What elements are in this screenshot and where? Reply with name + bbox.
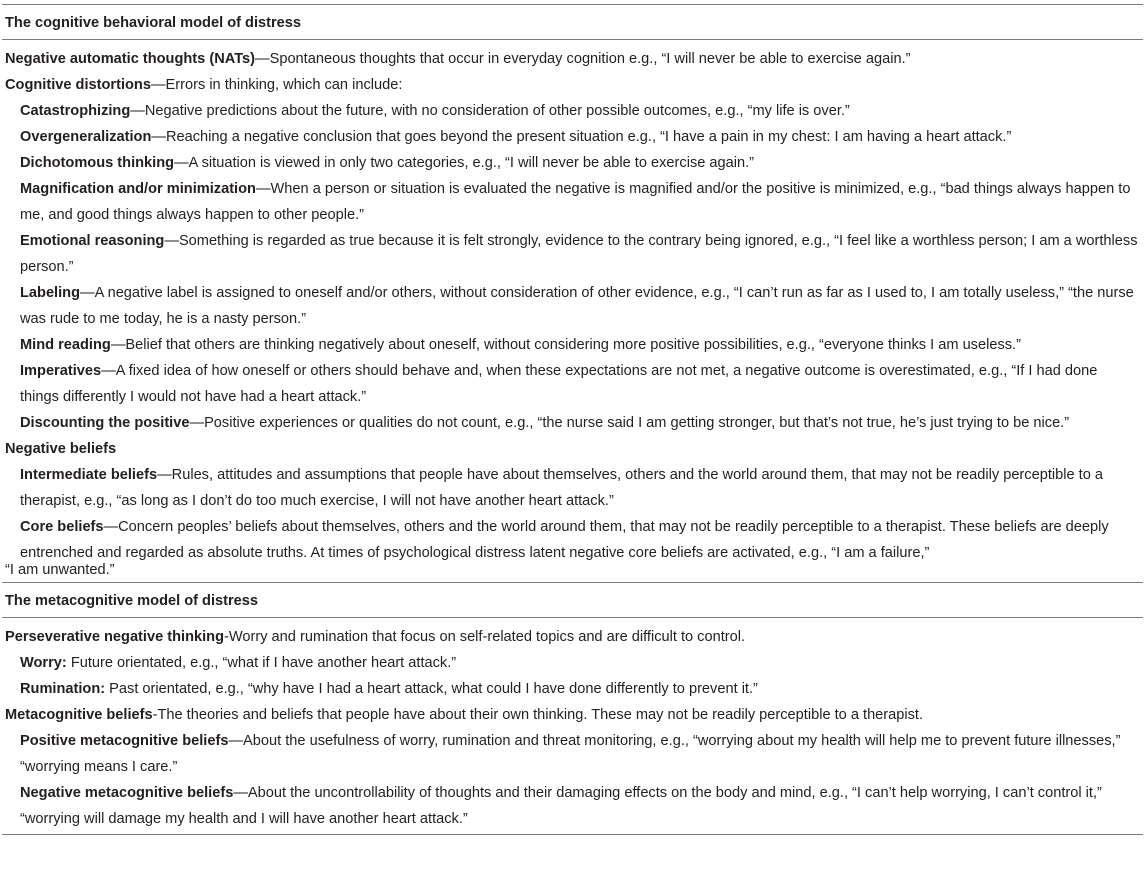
row-term: Discounting the positive — [20, 415, 190, 431]
row-description: —Negative predictions about the future, with no consideration of other possible outcomes, e.g., “my life is over.” — [130, 103, 850, 119]
row-description: —A fixed idea of how oneself or others should behave and, when these expectations are not met, a negative outcome is overestimated, e.g., “If I had done things differently I would not have had a heart attack.” — [20, 363, 1098, 405]
row-description: —Belief that others are thinking negatively about oneself, without considering more positive possibilities, e.g., “everyone thinks I am useless.” — [110, 337, 1021, 353]
row-description: -The theories and beliefs that people have about their own thinking. These may not be readily perceptible to a therapist. — [152, 707, 924, 723]
row-description: —When a person or situation is evaluated the negative is magnified and/or the positive is minimized, e.g., “bad things always happen to me, and good things always happen to other people.” — [20, 181, 1131, 223]
section-body-metacognitive — [2, 618, 1143, 834]
row-description: —Errors in thinking, which can include: — [150, 77, 403, 93]
row-term: Negative metacognitive beliefs — [20, 785, 234, 801]
row-description: —Concern peoples’ beliefs about themselves, others and the world around them, that may not be readily perceptible to a therapist. These beliefs are deeply entrenched and regarded as absolute truths. At times of psychological distress latent negative core beliefs are activated, e.g., “I am a failure,” — [20, 519, 1109, 561]
row-term: Metacognitive beliefs — [5, 707, 153, 723]
row-term: Negative automatic thoughts (NATs) — [5, 51, 255, 67]
row-description: —Positive experiences or qualities do not count, e.g., “the nurse said I am getting stronger, but that’s not true, he’s just trying to be nice.” — [189, 415, 1070, 431]
row-term: Imperatives — [20, 363, 102, 379]
row-description: —A negative label is assigned to oneself and/or others, without consideration of other evidence, e.g., “I can’t run as far as I used to, I am totally useless,” “the nurse was rude to me today, he is a nasty person.” — [20, 285, 1134, 327]
row-description: Past orientated, e.g., “why have I had a heart attack, what could I have done differently to prevent it.” — [105, 681, 758, 697]
row-description: Future orientated, e.g., “what if I have another heart attack.” — [66, 655, 457, 671]
row-term: Negative beliefs — [5, 441, 117, 457]
row-term: Perseverative negative thinking — [5, 629, 224, 645]
row-term: Overgeneralization — [20, 129, 152, 145]
table-row — [2, 228, 1143, 280]
row-description: -Worry and rumination that focus on self-related topics and are difficult to control. — [224, 629, 746, 645]
table-row — [2, 98, 1143, 124]
table-row — [2, 124, 1143, 150]
table-bottom-rule — [2, 834, 1143, 835]
section-title-metacognitive: The metacognitive model of distress — [5, 593, 259, 609]
table-row — [2, 676, 1143, 702]
table-row — [2, 780, 1143, 832]
table-row — [2, 150, 1143, 176]
table-row — [2, 462, 1143, 514]
table-row — [2, 358, 1143, 410]
table-row — [2, 176, 1143, 228]
row-term: Rumination: — [20, 681, 106, 697]
row-term: Magnification and/or minimization — [20, 181, 256, 197]
row-term: Dichotomous thinking — [20, 155, 175, 171]
row-description: —Reaching a negative conclusion that goes beyond the present situation e.g., “I have a pain in my chest: I am having a heart attack.” — [151, 129, 1012, 145]
table-row — [2, 332, 1143, 358]
row-term: Cognitive distortions — [5, 77, 151, 93]
row-description: —Rules, attitudes and assumptions that people have about themselves, others and the world around them, that may not be readily perceptible to a therapist, e.g., “as long as I don’t do too much exercise, I will not have another heart attack.” — [20, 467, 1103, 509]
row-term: Positive metacognitive beliefs — [20, 733, 229, 749]
table-row — [2, 410, 1143, 436]
row-description: —Spontaneous thoughts that occur in everyday cognition e.g., “I will never be able to exercise again.” — [255, 51, 911, 67]
row-description: —Something is regarded as true because it is felt strongly, evidence to the contrary being ignored, e.g., “I feel like a worthless person; I am a worthless person.” — [20, 233, 1138, 275]
table-row — [2, 728, 1143, 780]
table-row — [2, 436, 1143, 462]
row-description: —About the uncontrollability of thoughts and their damaging effects on the body and mind, e.g., “I can’t help worrying, I can’t control it,” “worrying will damage my health and I will have another heart attack.” — [20, 785, 1102, 827]
table-row — [2, 514, 1143, 580]
table-row — [2, 72, 1143, 98]
row-description: —A situation is viewed in only two categories, e.g., “I will never be able to exercise again.” — [174, 155, 755, 171]
table-row — [2, 624, 1143, 650]
row-term: Catastrophizing — [20, 103, 131, 119]
section-title-cognitive-behavioral: The cognitive behavioral model of distress — [5, 15, 302, 31]
row-description-tail: “I am unwanted.” — [5, 562, 115, 578]
row-term: Worry: — [20, 655, 67, 671]
section-body-cognitive-behavioral — [2, 40, 1143, 582]
row-term: Labeling — [20, 285, 80, 301]
distress-models-table — [2, 4, 1143, 835]
row-description: —About the usefulness of worry, rumination and threat monitoring, e.g., “worrying about my health will help me to prevent future illnesses,” “worrying means I care.” — [20, 733, 1121, 775]
table-row — [2, 650, 1143, 676]
row-term: Emotional reasoning — [20, 233, 165, 249]
row-term: Intermediate beliefs — [20, 467, 158, 483]
table-row — [2, 46, 1143, 72]
table-row — [2, 702, 1143, 728]
row-term: Mind reading — [20, 337, 111, 353]
table-row — [2, 280, 1143, 332]
row-term: Core beliefs — [20, 519, 104, 535]
